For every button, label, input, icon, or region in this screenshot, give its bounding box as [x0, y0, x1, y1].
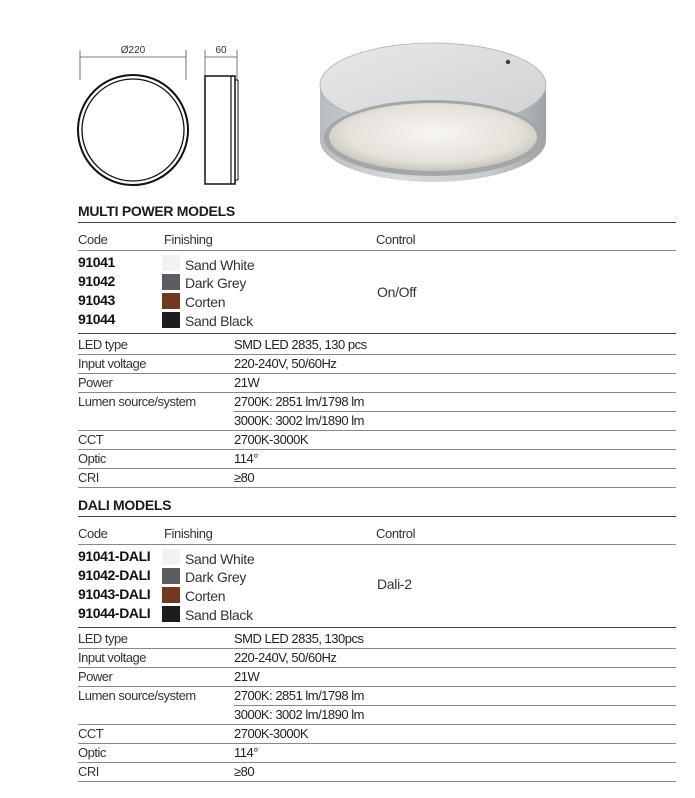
- model-code: 91044-DALI: [78, 605, 151, 621]
- swatch-dark-grey: [162, 274, 180, 290]
- column-header-control: Control: [376, 526, 416, 541]
- spec-row-optic: [78, 743, 676, 763]
- spec-value: 2700K: 2851 lm/1798 lm: [234, 394, 364, 409]
- spec-value: 2700K: 2851 lm/1798 lm: [234, 688, 364, 703]
- finish-label: Sand White: [185, 257, 255, 273]
- spec-row-power: [78, 667, 676, 687]
- section-title: MULTI POWER MODELS: [78, 203, 235, 219]
- finish-label: Corten: [185, 294, 226, 310]
- spec-label: LED type: [78, 337, 128, 352]
- spec-row-led-type: [78, 335, 676, 355]
- model-code: 91043-DALI: [78, 586, 151, 602]
- model-code: 91043: [78, 292, 115, 308]
- spec-label: Lumen source/system: [78, 394, 196, 409]
- spec-label: Optic: [78, 451, 106, 466]
- column-header-control: Control: [376, 232, 416, 247]
- spec-value: 220-240V, 50/60Hz: [234, 356, 337, 371]
- spec-value: 114°: [234, 451, 258, 466]
- model-code: 91044: [78, 311, 115, 327]
- spec-label: Input voltage: [78, 356, 146, 371]
- product-drawing: [0, 0, 695, 200]
- model-code: 91041-DALI: [78, 548, 151, 564]
- spec-label: Input voltage: [78, 650, 146, 665]
- model-code: 91042-DALI: [78, 567, 151, 583]
- spec-value: ≥80: [234, 764, 255, 779]
- side-view: [205, 76, 238, 184]
- height-label: 60: [215, 45, 227, 56]
- dali-section: [78, 497, 676, 781]
- spec-label: CCT: [78, 432, 104, 447]
- spec-row-lumen-3000k: [78, 411, 676, 431]
- section-title: DALI MODELS: [78, 497, 172, 513]
- spec-value: 220-240V, 50/60Hz: [234, 650, 337, 665]
- spec-row-power: [78, 373, 676, 393]
- spec-label: Power: [78, 375, 113, 390]
- spec-row-input-voltage: [78, 648, 676, 668]
- product-image: [320, 43, 546, 182]
- spec-label: CCT: [78, 726, 104, 741]
- finish-label: Dark Grey: [185, 569, 247, 585]
- spec-value: SMD LED 2835, 130pcs: [234, 631, 364, 646]
- spec-value: ≥80: [234, 470, 255, 485]
- spec-value: 114°: [234, 745, 258, 760]
- swatch-corten: [162, 293, 180, 309]
- spec-row-cct: [78, 724, 676, 744]
- diameter-label: Ø220: [120, 45, 146, 56]
- top-view: [78, 75, 188, 185]
- model-code: 91041: [78, 254, 115, 270]
- swatch-dark-grey: [162, 568, 180, 584]
- height-dimension: [205, 45, 237, 80]
- spec-value: 2700K-3000K: [234, 726, 309, 741]
- spec-value: 21W: [234, 669, 260, 684]
- spec-label: CRI: [78, 470, 99, 485]
- spec-row-lumen-3000k: [78, 705, 676, 725]
- column-header-finishing: Finishing: [164, 232, 213, 247]
- control-value: Dali-2: [377, 576, 412, 592]
- swatch-sand-black: [162, 606, 180, 622]
- spec-row-cri: [78, 468, 676, 488]
- finish-label: Sand Black: [185, 607, 253, 623]
- finish-label: Sand Black: [185, 313, 253, 329]
- finish-label: Sand White: [185, 551, 255, 567]
- spec-row-lumen-2700k: [234, 686, 676, 706]
- swatch-sand-black: [162, 312, 180, 328]
- multi-power-section: [78, 203, 676, 485]
- spec-row-input-voltage: [78, 354, 676, 374]
- spec-label: Power: [78, 669, 113, 684]
- spec-value: 3000K: 3002 lm/1890 lm: [234, 707, 364, 722]
- spec-label: LED type: [78, 631, 128, 646]
- swatch-corten: [162, 587, 180, 603]
- spec-value: 21W: [234, 375, 260, 390]
- spec-row-cct: [78, 430, 676, 450]
- spec-label: Optic: [78, 745, 106, 760]
- column-header-code: Code: [78, 526, 108, 541]
- spec-value: SMD LED 2835, 130 pcs: [234, 337, 367, 352]
- spec-row-lumen-2700k: [234, 392, 676, 412]
- column-header-code: Code: [78, 232, 108, 247]
- spec-row-cri: [78, 762, 676, 782]
- swatch-sand-white: [162, 549, 180, 565]
- swatch-sand-white: [162, 255, 180, 271]
- control-value: On/Off: [377, 284, 417, 300]
- model-code: 91042: [78, 273, 115, 289]
- finish-label: Dark Grey: [185, 275, 247, 291]
- finish-label: Corten: [185, 588, 226, 604]
- spec-row-optic: [78, 449, 676, 469]
- spec-value: 2700K-3000K: [234, 432, 309, 447]
- spec-row-led-type: [78, 629, 676, 649]
- spec-label: Lumen source/system: [78, 688, 196, 703]
- column-header-finishing: Finishing: [164, 526, 213, 541]
- spec-value: 3000K: 3002 lm/1890 lm: [234, 413, 364, 428]
- spec-label: CRI: [78, 764, 99, 779]
